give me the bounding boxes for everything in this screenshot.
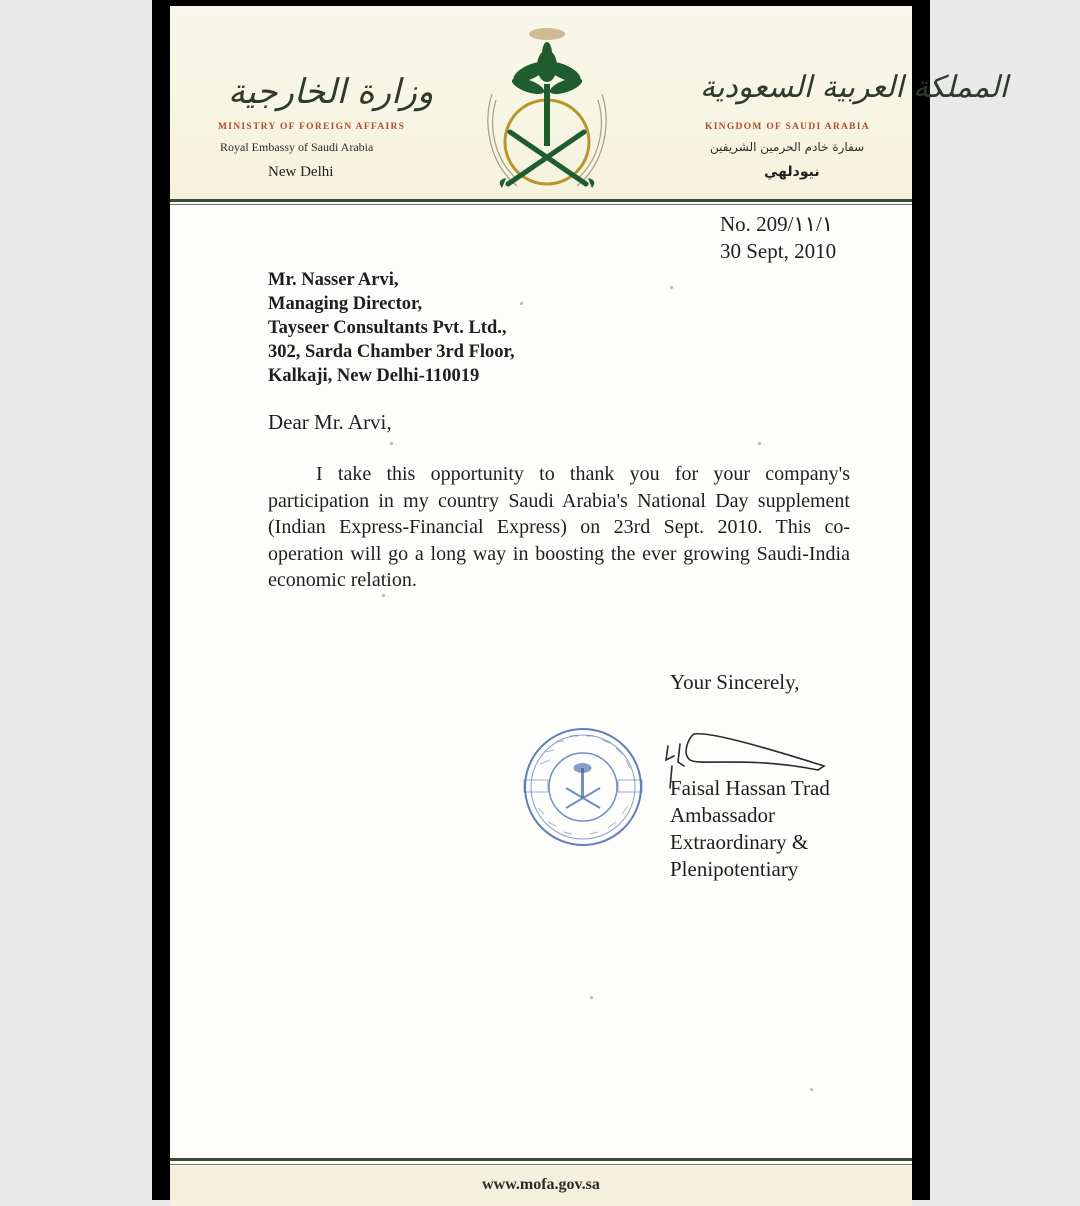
address-line: Managing Director,	[268, 294, 423, 314]
letterhead	[170, 6, 1008, 202]
address-line: Mr. Nasser Arvi,	[268, 270, 399, 290]
footer-website: www.mofa.gov.sa	[482, 1176, 600, 1193]
signatory-title: Plenipotentiary	[670, 857, 799, 881]
address-line: Tayseer Consultants Pvt. Ltd.,	[268, 318, 507, 338]
signatory-title: Ambassador	[670, 803, 775, 827]
embassy-city: New Delhi	[268, 164, 334, 180]
salutation: Dear Mr. Arvi,	[268, 410, 392, 434]
closing: Your Sincerely,	[670, 670, 800, 694]
paper-speck	[758, 442, 761, 445]
letter-date: 30 Sept, 2010	[720, 239, 837, 263]
paper-speck	[810, 1088, 813, 1091]
letterhead-divider	[170, 199, 912, 202]
reference-number: No. 209/١١/١	[720, 212, 834, 236]
ministry-caps: MINISTRY OF FOREIGN AFFAIRS	[218, 122, 406, 132]
footer-divider	[170, 1158, 912, 1161]
document-sheet	[152, 0, 1008, 1200]
address-line: Kalkaji, New Delhi-110019	[268, 366, 480, 386]
embassy-arabic-subtitle: سفارة خادم الحرمين الشريفين	[710, 140, 865, 154]
letterhead-divider-thin	[170, 204, 912, 205]
right-margin	[930, 0, 1080, 1200]
address-line: 302, Sarda Chamber 3rd Floor,	[268, 342, 515, 362]
paper-speck	[390, 442, 393, 445]
paper-speck	[670, 286, 673, 289]
paper-speck	[382, 594, 385, 597]
embassy-arabic-city: نيودلهي	[764, 164, 820, 180]
paper-speck	[590, 996, 593, 999]
footer-divider-thin	[170, 1164, 912, 1165]
left-margin	[0, 0, 152, 1200]
kingdom-caps: KINGDOM OF SAUDI ARABIA	[705, 122, 870, 132]
signatory-name: Faisal Hassan Trad	[670, 776, 830, 800]
saudi-emblem-icon	[472, 14, 622, 194]
signatory-title: Extraordinary &	[670, 830, 809, 854]
ministry-arabic-title: وزارة الخارجية	[228, 72, 434, 112]
recipient-address	[268, 268, 515, 388]
paper-speck	[520, 302, 523, 305]
embassy-subtitle: Royal Embassy of Saudi Arabia	[220, 140, 374, 154]
letter-page	[170, 6, 1008, 1200]
kingdom-arabic-title: المملكة العربية السعودية	[700, 70, 1008, 105]
letter-body: I take this opportunity to thank you for your company's participation in my country Saudi Arabia's National Day supplement (Indian Express-Financial Express) on 23rd Sept. 2010. This co-operation will go a long way in boosting the ever growing Saudi-India economic relation.	[268, 463, 850, 591]
